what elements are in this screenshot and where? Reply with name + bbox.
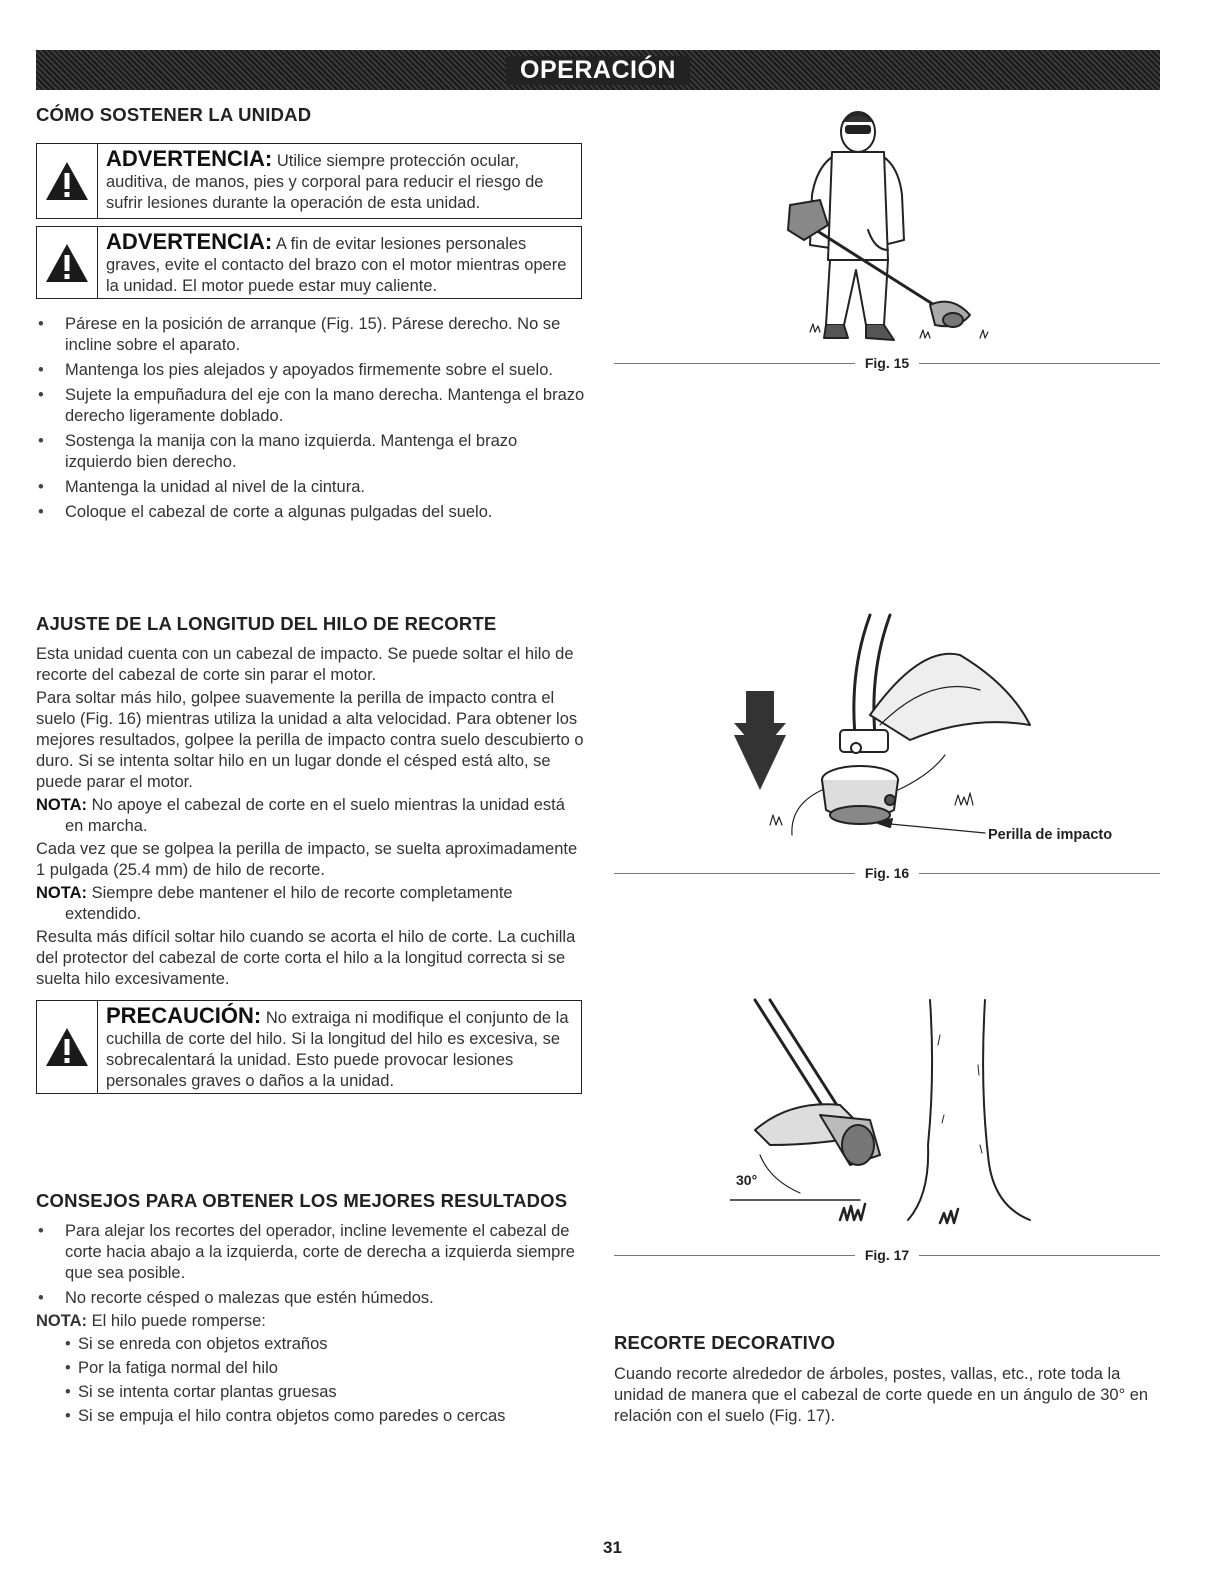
list-item: • Mantenga la unidad al nivel de la cintura.	[36, 477, 586, 498]
figure-16-label: Fig. 16	[864, 865, 910, 881]
section-banner	[36, 50, 1160, 90]
warning-text: A fin de evitar lesiones personales graves, evite el contacto del brazo con el motor mientras opere la unidad. El motor puede estar muy caliente.	[106, 235, 567, 295]
list-item: • Sostenga la manija con la mano izquierda. Mantenga el brazo izquierdo bien derecho.	[36, 431, 586, 473]
heading-line-adjust: AJUSTE DE LA LONGITUD DEL HILO DE RECORTE	[36, 613, 497, 634]
figure-17-label: Fig. 17	[864, 1247, 910, 1263]
note-label: NOTA:	[36, 796, 88, 814]
figure-17-illustration	[730, 995, 1060, 1245]
paragraph: Esta unidad cuenta con un cabezal de impacto. Se puede soltar el hilo de recorte del cabezal de corte sin parar el motor.	[36, 645, 574, 684]
warning-triangle-icon	[37, 1001, 98, 1093]
warning-label: ADVERTENCIA:	[106, 146, 273, 171]
warning-triangle-icon	[37, 227, 98, 298]
note-text: Siempre debe mantener el hilo de recorte completamente extendido.	[65, 884, 513, 923]
warning-box-motor	[36, 226, 582, 299]
figure-16-caption	[614, 865, 1160, 881]
paragraph: Para soltar más hilo, golpee suavemente la perilla de impacto contra el suelo (Fig. 16) mientras utiliza la unidad a alta velocidad. Para obtener los mejores resultados, golpee la perilla de impacto contra suelo descubierto o duro. Si se intenta soltar hilo en un lugar donde el césped está alto, se puede parar el motor.	[36, 689, 584, 791]
heading-tips: CONSEJOS PARA OBTENER LOS MEJORES RESULTADOS	[36, 1190, 568, 1211]
note-label: NOTA:	[36, 884, 88, 902]
list-item: • Para alejar los recortes del operador, incline levemente el cabezal de corte hacia abajo a la izquierda, corte de derecha a izquierda siempre que sea posible.	[36, 1221, 586, 1284]
warning-text: Utilice siempre protección ocular, auditiva, de manos, pies y corporal para reducir el riesgo de sufrir lesiones durante la operación de esta unidad.	[106, 152, 544, 212]
caution-text: No extraiga ni modifique el conjunto de la cuchilla de corte del hilo. Si la longitud del hilo es excesiva, se sobrecalentará la unidad. Esto puede provocar lesiones personales graves o daños a la unidad.	[106, 1009, 569, 1090]
tips-note	[36, 1311, 266, 1332]
note	[36, 795, 586, 837]
holding-bullets	[36, 314, 586, 527]
heading-decorative: RECORTE DECORATIVO	[614, 1332, 836, 1353]
note-text: No apoye el cabezal de corte en el suelo mientras la unidad está en marcha.	[65, 796, 565, 835]
list-item: • Párese en la posición de arranque (Fig. 15). Párese derecho. No se incline sobre el aparato.	[36, 314, 586, 356]
line-adjust-body	[36, 644, 586, 992]
figure-17-caption	[614, 1247, 1160, 1263]
figure-15-caption	[614, 355, 1160, 371]
paragraph: Cada vez que se golpea la perilla de impacto, se suelta aproximadamente 1 pulgada (25.4 mm) de hilo de recorte.	[36, 840, 578, 879]
list-item: • Si se intenta cortar plantas gruesas	[36, 1382, 596, 1403]
warning-triangle-icon	[37, 144, 98, 218]
figure-15-label: Fig. 15	[864, 355, 910, 371]
impact-knob-label: Perilla de impacto	[988, 827, 1113, 843]
list-item: • No recorte césped o malezas que estén húmedos.	[36, 1288, 586, 1309]
warning-label: ADVERTENCIA:	[106, 229, 273, 254]
warning-box-protection	[36, 143, 582, 219]
list-item: • Sujete la empuñadura del eje con la mano derecha. Mantenga el brazo derecho ligeramente doblado.	[36, 385, 586, 427]
caution-box	[36, 1000, 582, 1094]
list-item: • Mantenga los pies alejados y apoyados firmemente sobre el suelo.	[36, 360, 586, 381]
tips-sub-bullets	[36, 1334, 596, 1430]
note	[36, 883, 586, 925]
decorative-text: Cuando recorte alrededor de árboles, postes, vallas, etc., rote toda la unidad de manera que el cabezal de corte quede en un ángulo de 30° en relación con el suelo (Fig. 17).	[614, 1365, 1149, 1425]
figure-16-illustration	[730, 605, 1150, 855]
paragraph: Resulta más difícil soltar hilo cuando se acorta el hilo de corte. La cuchilla del protector del cabezal de corte corta el hilo a la longitud correcta si se suelta hilo excesivamente.	[36, 928, 576, 988]
tips-bullets	[36, 1221, 586, 1313]
note-text: El hilo puede romperse:	[87, 1312, 266, 1330]
caution-label: PRECAUCIÓN:	[106, 1003, 262, 1028]
list-item: • Si se enreda con objetos extraños	[36, 1334, 596, 1355]
angle-label: 30°	[736, 1172, 758, 1188]
note-label: NOTA:	[36, 1312, 88, 1330]
list-item: • Si se empuja el hilo contra objetos como paredes o cercas	[36, 1406, 596, 1427]
page-number: 31	[603, 1538, 622, 1557]
list-item: • Coloque el cabezal de corte a algunas pulgadas del suelo.	[36, 502, 586, 523]
heading-holding: CÓMO SOSTENER LA UNIDAD	[36, 104, 312, 125]
section-title: OPERACIÓN	[506, 56, 690, 85]
figure-15-illustration	[770, 100, 1020, 355]
list-item: • Por la fatiga normal del hilo	[36, 1358, 596, 1379]
